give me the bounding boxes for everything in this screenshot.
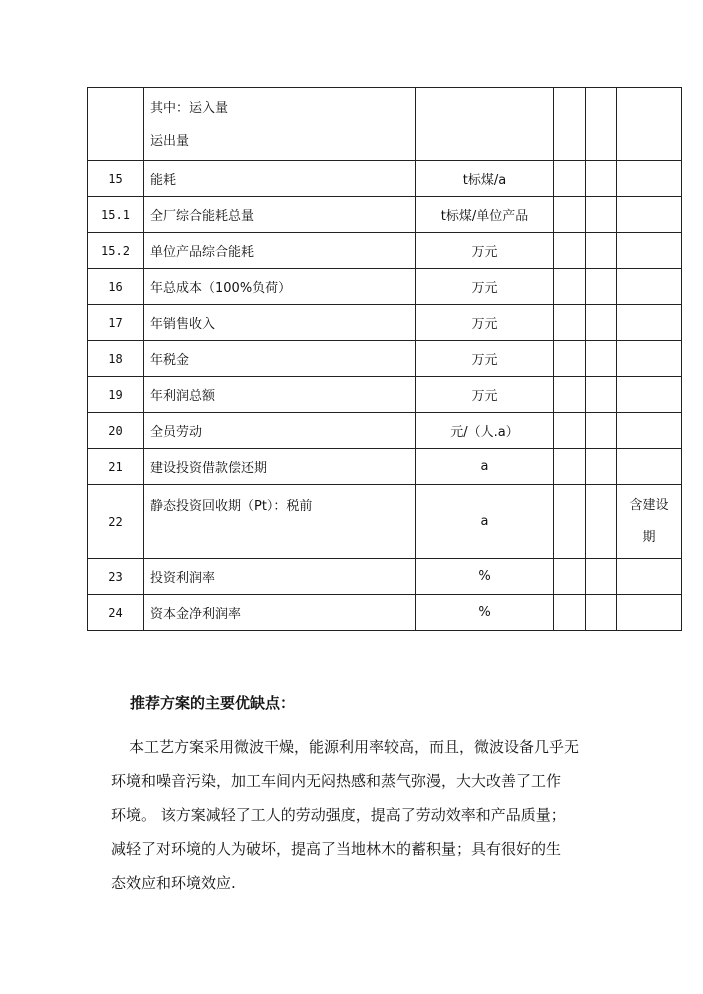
table-row	[88, 413, 682, 449]
row-note	[617, 377, 682, 413]
row-name: 能耗	[144, 161, 416, 197]
row-value-2	[586, 269, 617, 305]
row-value-2	[586, 559, 617, 595]
row-value-1	[554, 413, 586, 449]
row-note	[617, 88, 682, 161]
row-number: 20	[88, 413, 144, 449]
row-value-2	[586, 341, 617, 377]
row-name: 资本金净利润率	[144, 595, 416, 631]
row-value-2	[586, 161, 617, 197]
row-number: 18	[88, 341, 144, 377]
row-value-1	[554, 197, 586, 233]
paragraph-line: 减轻了对环境的人为破坏，提高了当地林木的蓄积量；具有很好的生	[111, 840, 562, 858]
table-row	[88, 377, 682, 413]
row-unit: a	[416, 449, 554, 485]
row-value-1	[554, 269, 586, 305]
table-row	[88, 341, 682, 377]
row-number: 15.1	[88, 197, 144, 233]
row-note	[617, 341, 682, 377]
table-row	[88, 197, 682, 233]
row-number	[88, 88, 144, 161]
row-name: 建设投资借款偿还期	[144, 449, 416, 485]
row-name: 年税金	[144, 341, 416, 377]
row-number: 21	[88, 449, 144, 485]
row-value-1	[554, 377, 586, 413]
table-row	[88, 485, 682, 559]
row-unit: a	[416, 485, 554, 559]
row-value-1	[554, 161, 586, 197]
row-note	[617, 449, 682, 485]
row-value-2	[586, 449, 617, 485]
section-paragraph	[111, 730, 621, 900]
table-row	[88, 88, 682, 161]
paragraph-line: 环境和噪音污染，加工车间内无闷热感和蒸气弥漫，大大改善了工作	[111, 772, 562, 790]
row-note-line1: 含建设	[629, 497, 669, 513]
row-value-2	[586, 88, 617, 161]
row-name	[144, 485, 416, 559]
row-number: 19	[88, 377, 144, 413]
table-row	[88, 559, 682, 595]
row-value-1	[554, 88, 586, 161]
row-name: 年销售收入	[144, 305, 416, 341]
row-name-line2: 运出量	[150, 134, 190, 149]
row-name: 全员劳动	[144, 413, 416, 449]
row-value-2	[586, 485, 617, 559]
row-value-1	[554, 233, 586, 269]
row-unit: 元/（人.a）	[416, 413, 554, 449]
table-row	[88, 161, 682, 197]
row-value-2	[586, 413, 617, 449]
row-number: 22	[88, 485, 144, 559]
row-note	[617, 595, 682, 631]
row-value-1	[554, 305, 586, 341]
row-value-2	[586, 305, 617, 341]
paragraph-line: 本工艺方案采用微波干燥，能源利用率较高，而且，微波设备几乎无	[129, 738, 580, 756]
row-number: 16	[88, 269, 144, 305]
row-name: 年总成本（100%负荷）	[144, 269, 416, 305]
row-name	[144, 88, 416, 161]
row-unit: 万元	[416, 269, 554, 305]
row-value-1	[554, 449, 586, 485]
table-row	[88, 305, 682, 341]
row-note	[617, 485, 682, 559]
row-unit: t标煤/单位产品	[416, 197, 554, 233]
section-heading: 推荐方案的主要优缺点：	[130, 694, 296, 712]
paragraph-line: 态效应和环境效应.	[111, 874, 236, 892]
row-name: 年利润总额	[144, 377, 416, 413]
row-value-2	[586, 197, 617, 233]
row-value-1	[554, 485, 586, 559]
row-name: 全厂综合能耗总量	[144, 197, 416, 233]
row-value-2	[586, 377, 617, 413]
table-row	[88, 449, 682, 485]
row-value-2	[586, 233, 617, 269]
row-note	[617, 305, 682, 341]
indicator-table	[87, 87, 682, 631]
row-unit: 万元	[416, 377, 554, 413]
row-name-text: 静态投资回收期（Pt）：税前	[150, 499, 313, 514]
row-unit	[416, 88, 554, 161]
row-note-line2: 期	[642, 529, 656, 545]
row-unit: 万元	[416, 305, 554, 341]
row-number: 23	[88, 559, 144, 595]
row-unit: 万元	[416, 233, 554, 269]
row-name-line1: 其中：运入量	[150, 101, 229, 116]
row-number: 15	[88, 161, 144, 197]
row-name: 投资利润率	[144, 559, 416, 595]
row-value-1	[554, 341, 586, 377]
row-note	[617, 559, 682, 595]
row-unit: t标煤/a	[416, 161, 554, 197]
row-value-1	[554, 595, 586, 631]
row-number: 17	[88, 305, 144, 341]
row-unit: 万元	[416, 341, 554, 377]
row-note	[617, 413, 682, 449]
row-number: 24	[88, 595, 144, 631]
row-value-2	[586, 595, 617, 631]
row-note	[617, 269, 682, 305]
row-unit: %	[416, 559, 554, 595]
table-row	[88, 233, 682, 269]
row-number: 15.2	[88, 233, 144, 269]
paragraph-line: 环境。 该方案减轻了工人的劳动强度，提高了劳动效率和产品质量；	[111, 806, 566, 824]
row-unit: %	[416, 595, 554, 631]
row-note	[617, 233, 682, 269]
table-row	[88, 595, 682, 631]
row-note	[617, 161, 682, 197]
row-note	[617, 197, 682, 233]
row-value-1	[554, 559, 586, 595]
row-name: 单位产品综合能耗	[144, 233, 416, 269]
table-row	[88, 269, 682, 305]
